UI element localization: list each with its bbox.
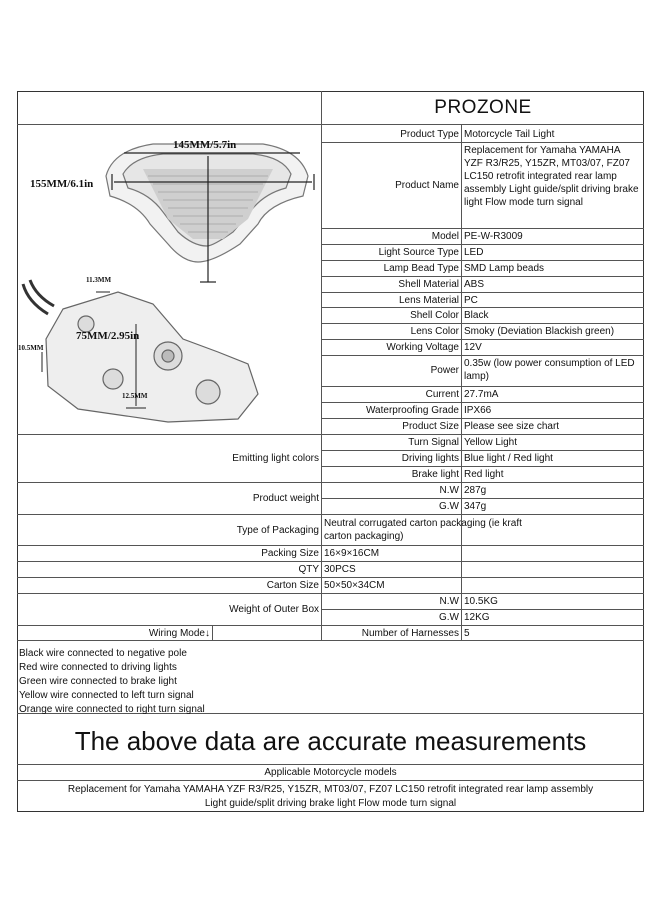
packing-size-value: 16×9×16CM	[324, 548, 380, 559]
spec-value: Blue light / Red light	[464, 453, 553, 464]
spec-label: Shell Material	[398, 279, 459, 290]
spec-value: Replacement for Yamaha YAMAHA YZF R3/R25, Y15ZR, MT03/07, FZ07 LC150 retrofit integrated rear lamp assembly Light guide/split driving brake light Flow mode turn signal	[464, 145, 639, 208]
spec-value: PC	[464, 295, 478, 306]
wire-item: Red wire connected to driving lights	[19, 662, 177, 673]
harness-value: 5	[464, 628, 470, 639]
applicable-line-1: Replacement for Yamaha YAMAHA YZF R3/R25, Y15ZR, MT03/07, FZ07 LC150 retrofit integrated rear lamp assembly	[67, 784, 594, 795]
packaging-label: Type of Packaging	[236, 525, 319, 536]
spec-label: Working Voltage	[386, 342, 459, 353]
spec-label: G.W	[439, 501, 459, 512]
spec-label: Product Size	[402, 421, 459, 432]
carton-size-label: Carton Size	[266, 580, 319, 591]
applicable-title: Applicable Motorcycle models	[264, 767, 397, 778]
spec-value: 27.7mA	[464, 389, 499, 400]
spec-value: IPX66	[464, 405, 492, 416]
carton-size-value: 50×50×34CM	[324, 580, 385, 591]
spec-label: Driving lights	[401, 453, 459, 464]
dim-side-width: 155MM/6.1in	[30, 178, 94, 190]
spec-label: Brake light	[411, 469, 459, 480]
spec-value: 287g	[464, 485, 487, 496]
spec-label: G.W	[439, 612, 459, 623]
spec-value: Red light	[464, 469, 504, 480]
spec-value: Black	[464, 310, 489, 321]
applicable-line-2: Light guide/split driving brake light Flow mode turn signal	[204, 798, 457, 809]
spec-label: Current	[425, 389, 459, 400]
spec-label: Shell Color	[410, 310, 459, 321]
dim-small: 11.3MM	[86, 276, 112, 284]
spec-label: Product Type	[400, 129, 459, 140]
spec-value: ABS	[464, 279, 485, 290]
spec-label: Lens Color	[410, 326, 459, 337]
column-rule	[461, 124, 462, 640]
packing-size-label: Packing Size	[261, 548, 319, 559]
dim-bottom: 12.5MM	[122, 392, 148, 400]
qty-value: 30PCS	[324, 564, 356, 575]
spec-label: Model	[431, 231, 459, 242]
dim-side: 10.5MM	[18, 344, 44, 352]
spec-label: Lens Material	[398, 295, 459, 306]
accuracy-statement: The above data are accurate measurements	[74, 726, 587, 756]
wire-item: Black wire connected to negative pole	[19, 648, 187, 659]
outer-box-label: Weight of Outer Box	[229, 604, 319, 615]
product-diagram	[18, 124, 321, 446]
spec-value: Smoky (Deviation Blackish green)	[464, 326, 615, 337]
spec-value: 10.5KG	[464, 596, 498, 607]
wiring-mode-label: Wiring Mode↓	[148, 628, 210, 639]
spec-value: Motorcycle Tail Light	[464, 129, 555, 140]
dim-top-width: 145MM/5.7in	[173, 139, 237, 151]
spec-label: Power	[430, 365, 459, 376]
spec-value: LED	[464, 247, 484, 258]
tail-light-drawing	[18, 124, 321, 446]
spec-label: Product Name	[395, 180, 459, 191]
spec-value: 12V	[464, 342, 482, 353]
emitting-label: Emitting light colors	[232, 453, 319, 464]
spec-label: N.W	[439, 596, 459, 607]
weight-label: Product weight	[252, 493, 319, 504]
qty-label: QTY	[298, 564, 319, 575]
spec-value: 347g	[464, 501, 487, 512]
spec-label: Lamp Bead Type	[383, 263, 459, 274]
spec-label: Waterproofing Grade	[365, 405, 459, 416]
dim-height: 75MM/2.95in	[76, 330, 140, 342]
spec-label: Light Source Type	[378, 247, 459, 258]
wire-item: Yellow wire connected to left turn signal	[19, 690, 194, 701]
packaging-value: Neutral corrugated carton packaging (ie kraft carton packaging)	[324, 518, 522, 542]
spec-value: SMD Lamp beads	[464, 263, 545, 274]
harness-label: Number of Harnesses	[361, 628, 459, 639]
wire-item: Green wire connected to brake light	[19, 676, 177, 687]
wire-item: Orange wire connected to right turn signal	[19, 704, 205, 715]
spec-value: PE-W-R3009	[464, 231, 523, 242]
rule	[17, 124, 644, 125]
spec-value: 0.35w (low power consumption of LED lamp)	[464, 358, 635, 382]
spec-label: N.W	[439, 485, 459, 496]
spec-value: 12KG	[464, 612, 490, 623]
spec-value: Yellow Light	[464, 437, 518, 448]
brand-title: PROZONE	[434, 97, 532, 118]
spec-label: Turn Signal	[408, 437, 459, 448]
spec-value: Please see size chart	[464, 421, 560, 432]
